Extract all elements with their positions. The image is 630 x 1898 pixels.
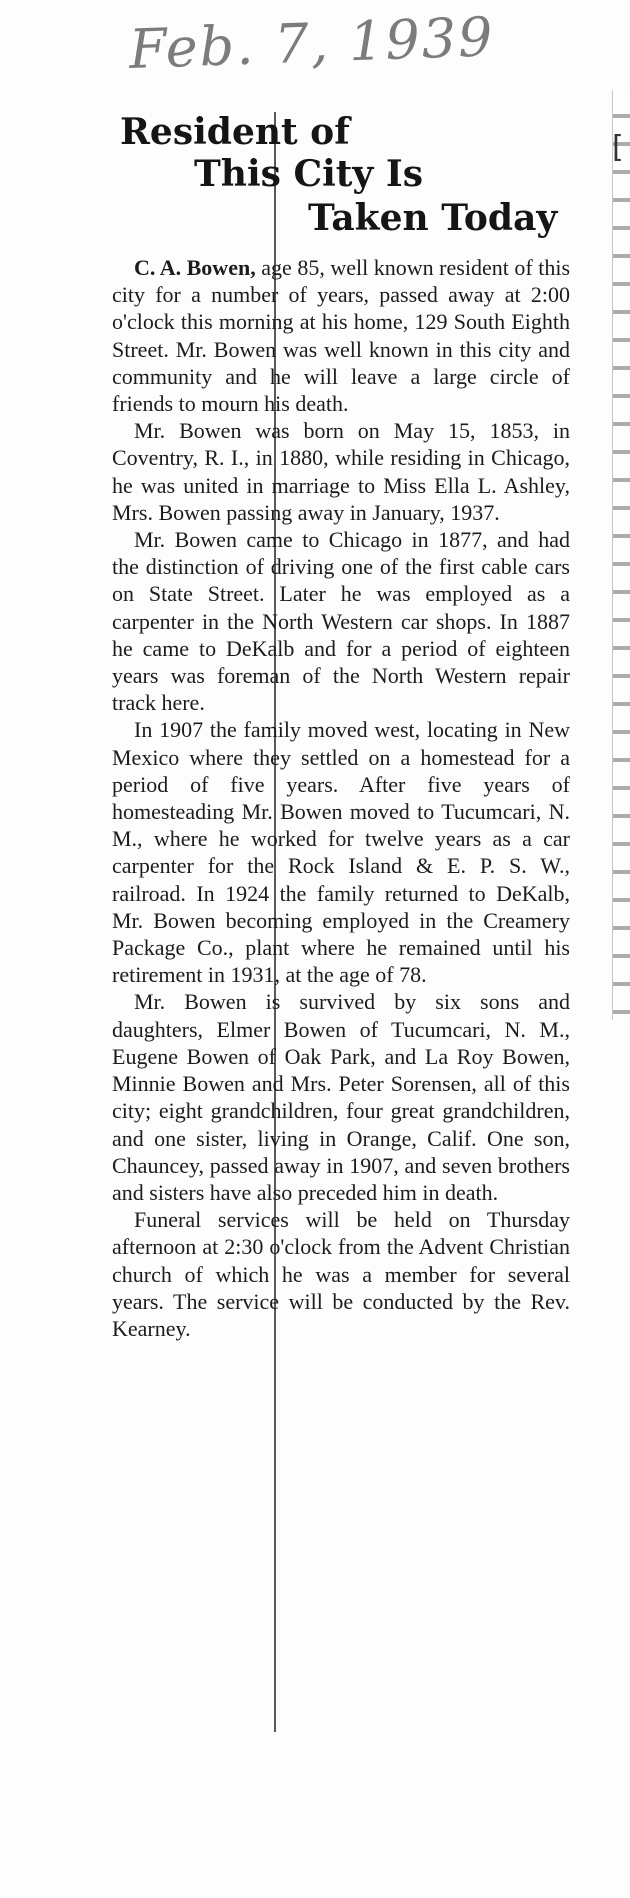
paragraph-6: Funeral services will be held on Thursday afternoon at 2:30 o'clock from the Advent Christian church of which he was a member for several years. The service will be conducted by the Rev. Kearney. [112, 1207, 570, 1341]
article-body [112, 254, 570, 1342]
paragraph-1-text: age 85, well known resident of this city for a number of years, passed away at 2:00 o'clock this morning at his home, 129 South Eighth Street. Mr. Bowen was well known in this city and community and he will leave a large circle of friends to mourn his death. [112, 255, 571, 417]
handwritten-date: Feb. 7, 1939 [128, 5, 496, 81]
byline-name: C. A. Bowen, [134, 255, 256, 280]
newspaper-clipping [112, 112, 570, 1342]
paragraph-4: In 1907 the family moved west, locating in New Mexico where they settled on a homestead for a period of five years. After five years of homesteading Mr. Bowen moved to Tucumcari, N. M., where he worked for twelve years as a car carpenter for the Rock Island & E. P. S. W., railroad. In 1924 the family returned to DeKalb, Mr. Bowen becoming employed in the Creamery Package Co., plant where he remained until his retirement in 1931, at the age of 78. [112, 717, 570, 988]
headline-line-3: Taken Today [308, 197, 558, 239]
paragraph-5: Mr. Bowen is survived by six sons and daughters, Elmer Bowen of Tucumcari, N. M., Eugene Bowen of Oak Park, and La Roy Bowen, Minnie Bowen and Mrs. Peter Sorensen, all of this city; eight grandchildren, four great grandchildren, and one sister, living in Orange, Calif. One son, Chauncey, passed away in 1907, and seven brothers and sisters have also preceded him in death. [112, 989, 570, 1205]
paragraph-1 [112, 254, 570, 417]
paragraph-2: Mr. Bowen was born on May 15, 1853, in Coventry, R. I., in 1880, while residing in Chicago, he was united in marriage to Miss Ella L. Ashley, Mrs. Bowen passing away in January, 1937. [112, 418, 570, 525]
headline-line-2: This City Is [194, 153, 423, 195]
headline [112, 112, 570, 248]
adjacent-column-bracket: [ [612, 130, 624, 165]
paragraph-3: Mr. Bowen came to Chicago in 1877, and had the distinction of driving one of the first cable cars on State Street. Later he was employed as a carpenter in the North Western car shops. In 1887 he came to DeKalb and for a period of eighteen years was foreman of the North Western repair track here. [112, 527, 570, 716]
headline-line-1: Resident of [120, 111, 350, 153]
adjacent-column-fragment [612, 90, 630, 1020]
